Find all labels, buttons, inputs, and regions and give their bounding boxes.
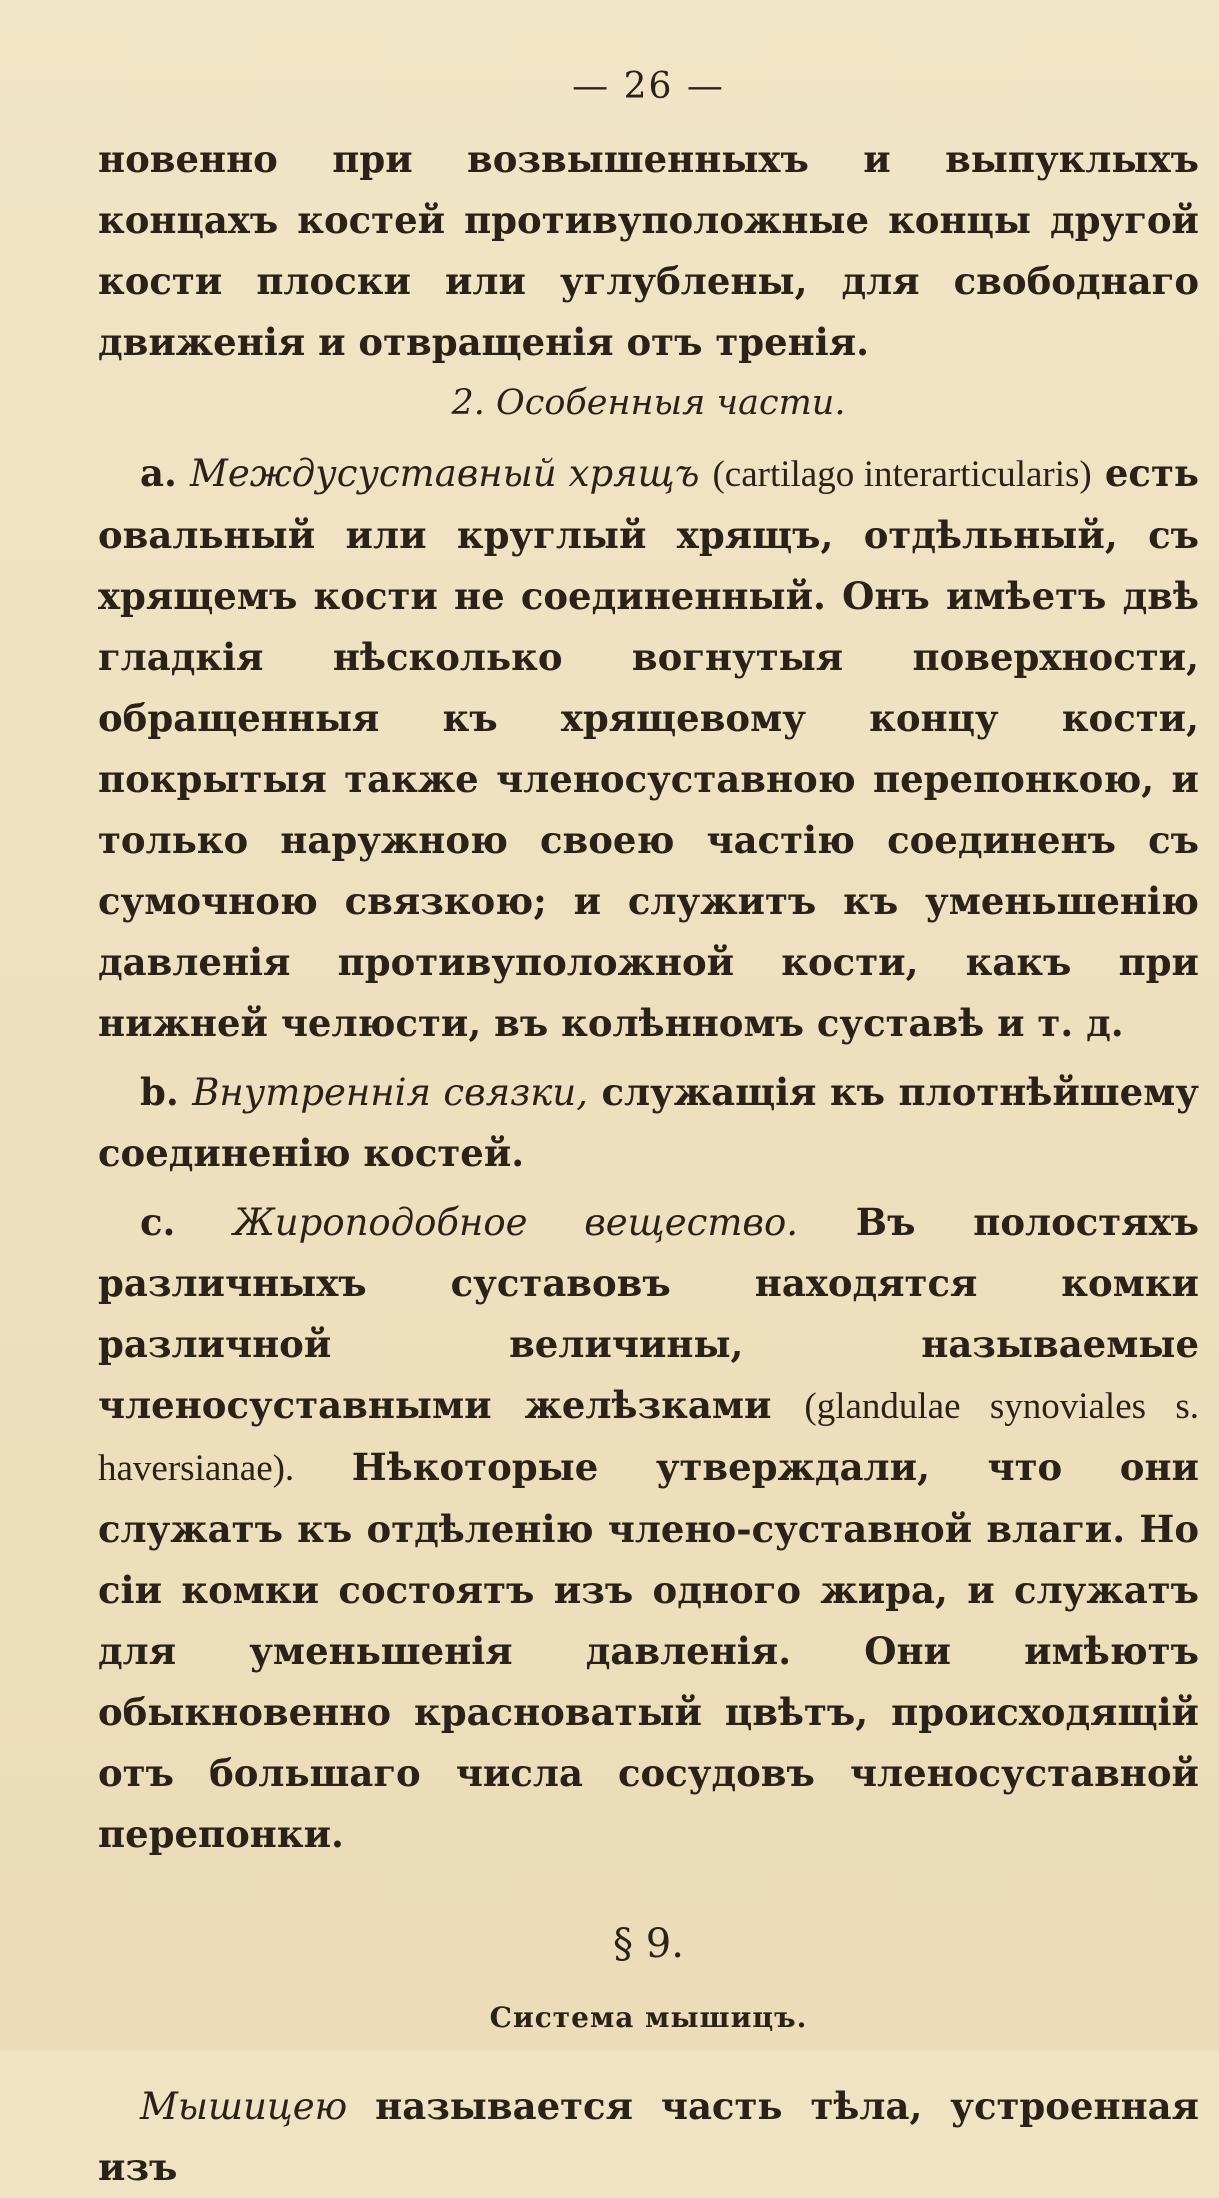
item-b-text: служащія къ плотнѣйшему соединенію костей. xyxy=(98,1070,1199,1175)
last-paragraph xyxy=(98,2076,1199,2198)
item-a-latin: (cartilago interarticularis) xyxy=(712,454,1092,495)
last-text: называется часть тѣла, устроенная изъ xyxy=(98,2084,1199,2189)
item-c-marker: c. xyxy=(140,1200,176,1244)
item-a-text: есть овальный или круглый хрящъ, отдѣльный, съ хрящемъ кости не соединенный. Онъ имѣетъ двѣ гладкія нѣсколько вогнутыя поверхности, обращенныя къ хрящевому концу кости, покрытыя также членосуставною перепонкою, и только наружною своею частію соединенъ съ сумочною связкою; и служитъ къ уменьшенію давленія противуположной кости, какъ при нижней челюсти, въ колѣнномъ суставѣ и т. д. xyxy=(98,451,1199,1045)
item-a-paragraph xyxy=(98,443,1199,1054)
item-c-text-2: Нѣкоторые утверждали, что они служатъ къ отдѣленію члено-суставной влаги. Но сіи комки состоятъ изъ одного жира, и служатъ для уменьшенія давленія. Они имѣютъ обыкновенно красноватый цвѣтъ, происходящій отъ большаго числа сосудовъ членосуставной перепонки. xyxy=(98,1445,1199,1856)
item-b-term: Внутреннія связки, xyxy=(192,1071,588,1114)
item-b-paragraph xyxy=(98,1062,1199,1184)
page-number: — 26 — xyxy=(572,66,725,107)
item-c-latin: (glandulae synoviales s. haversianae). xyxy=(98,1386,1199,1489)
item-a-marker: a. xyxy=(140,451,177,495)
last-term: Мышицею xyxy=(140,2085,348,2128)
item-c-paragraph xyxy=(98,1192,1199,1865)
item-c-text-1: Въ полостяхъ различныхъ суставовъ находятся комки различной величины, называемые членосуставными желѣзками xyxy=(98,1200,1200,1427)
paragraph-continuation: новенно при возвышенныхъ и выпуклыхъ концахъ костей противуположные концы другой кости плоски или углублены, для свободнаго движенія и отвращенія отъ тренія. xyxy=(98,137,1199,364)
item-b-marker: b. xyxy=(140,1070,179,1114)
item-a-term: Междусуставный хрящъ xyxy=(189,452,700,495)
section-number: § 9. xyxy=(613,1921,684,1967)
section-title: Система мышицъ. xyxy=(489,2001,808,2034)
item-c-term: Жироподобное вещество. xyxy=(233,1201,798,1244)
subheading: 2. Особенныя части. xyxy=(451,383,846,423)
